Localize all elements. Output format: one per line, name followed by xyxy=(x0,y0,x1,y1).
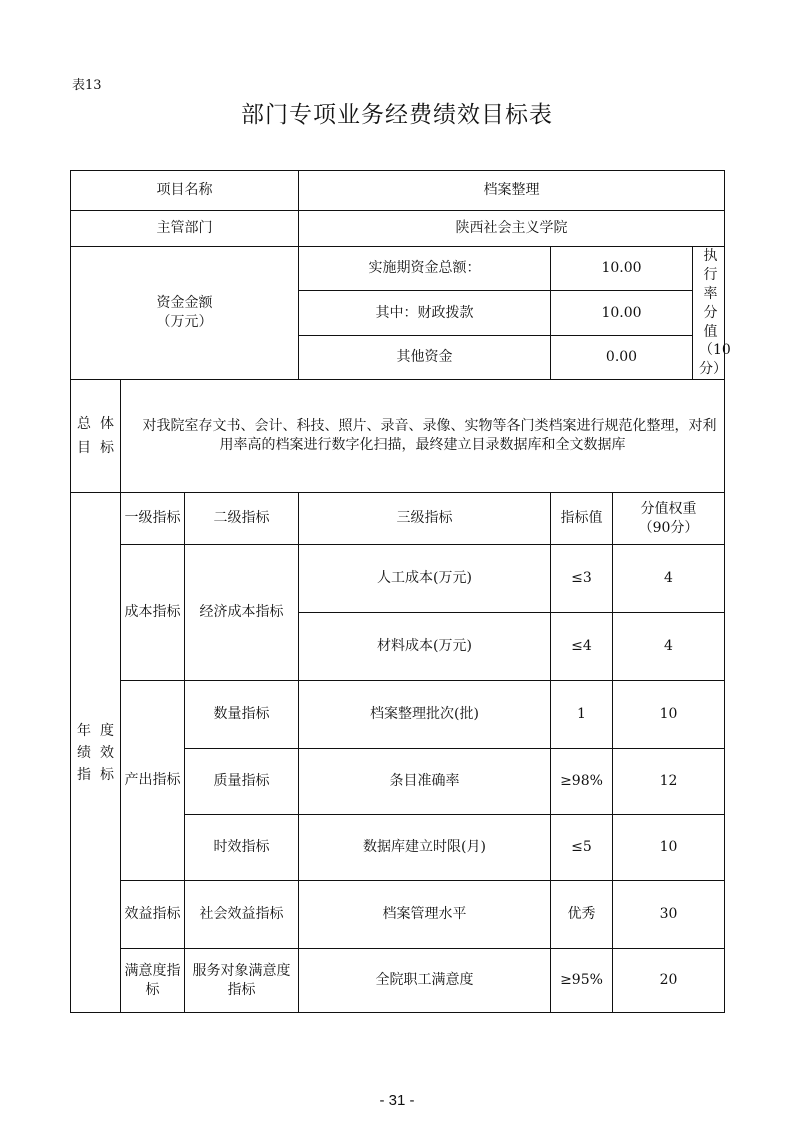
table-row-weight: 12 xyxy=(613,749,725,815)
header-level1: 一级指标 xyxy=(121,493,185,545)
execution-rate-label: 执行率分值（10分） xyxy=(693,247,725,380)
table-row-level2: 质量指标 xyxy=(185,749,299,815)
overall-goal-char: 体 xyxy=(100,416,114,433)
annual-label-char: 指 xyxy=(77,766,91,783)
fund-amount-label-line1: 资金金额 xyxy=(156,295,213,312)
table-row-weight: 4 xyxy=(613,613,725,681)
fund-amount-label xyxy=(71,247,299,380)
cost-level2: 经济成本指标 xyxy=(185,545,299,681)
annual-label-char: 度 xyxy=(100,722,114,739)
header-weight xyxy=(613,493,725,545)
page-title: 部门专项业务经费绩效目标表 xyxy=(241,102,553,128)
department-label: 主管部门 xyxy=(71,211,299,247)
table-row-indicator: 全院职工满意度 xyxy=(299,949,551,1013)
fiscal-funds-value: 10.00 xyxy=(551,291,693,335)
table-row-indicator: 人工成本(万元) xyxy=(299,545,551,613)
table-row-target: ≤3 xyxy=(551,545,613,613)
overall-goal-char: 总 xyxy=(77,416,91,433)
table-label: 表13 xyxy=(72,78,102,93)
table-row-target: 优秀 xyxy=(551,881,613,949)
table-row-weight: 30 xyxy=(613,881,725,949)
satisfaction-level1: 满意度指标 xyxy=(121,949,185,1013)
header-weight-line2: （90分） xyxy=(638,519,699,536)
annual-indicator-label xyxy=(71,493,121,1013)
table-row-indicator: 数据库建立时限(月) xyxy=(299,815,551,881)
table-row-weight: 10 xyxy=(613,815,725,881)
output-level1: 产出指标 xyxy=(121,681,185,881)
table-row-indicator: 条目准确率 xyxy=(299,749,551,815)
benefit-level2: 社会效益指标 xyxy=(185,881,299,949)
table-row-weight: 4 xyxy=(613,545,725,613)
overall-goal-char: 标 xyxy=(100,440,114,457)
overall-goal-char: 目 xyxy=(77,440,91,457)
table-row-level2: 时效指标 xyxy=(185,815,299,881)
page-number: - 31 - xyxy=(379,1092,415,1109)
table-row-target: ≥98% xyxy=(551,749,613,815)
table-row-level2: 数量指标 xyxy=(185,681,299,749)
header-target: 指标值 xyxy=(551,493,613,545)
table-row-weight: 20 xyxy=(613,949,725,1013)
performance-target-table xyxy=(70,170,731,1013)
table-row-indicator: 档案整理批次(批) xyxy=(299,681,551,749)
table-row-weight: 10 xyxy=(613,681,725,749)
annual-label-char: 标 xyxy=(100,766,114,783)
benefit-level1: 效益指标 xyxy=(121,881,185,949)
table-row-target: 1 xyxy=(551,681,613,749)
annual-label-char: 绩 xyxy=(77,744,91,761)
annual-label-char: 年 xyxy=(77,722,91,739)
table-row-indicator: 材料成本(万元) xyxy=(299,613,551,681)
table-row-target: ≥95% xyxy=(551,949,613,1013)
other-funds-label: 其他资金 xyxy=(299,335,551,379)
project-name-label: 项目名称 xyxy=(71,171,299,211)
header-level2: 二级指标 xyxy=(185,493,299,545)
table-row-target: ≤4 xyxy=(551,613,613,681)
fund-amount-label-line2: （万元） xyxy=(156,314,213,331)
table-row-target: ≤5 xyxy=(551,815,613,881)
total-funds-value: 10.00 xyxy=(551,247,693,291)
department-value: 陕西社会主义学院 xyxy=(299,211,725,247)
table-row-indicator: 档案管理水平 xyxy=(299,881,551,949)
other-funds-value: 0.00 xyxy=(551,335,693,379)
header-weight-line1: 分值权重 xyxy=(640,500,697,517)
fiscal-funds-label: 其中：财政拨款 xyxy=(299,291,551,335)
annual-label-char: 效 xyxy=(100,744,114,761)
satisfaction-level2: 服务对象满意度指标 xyxy=(185,949,299,1013)
header-level3: 三级指标 xyxy=(299,493,551,545)
project-name-value: 档案整理 xyxy=(299,171,725,211)
total-funds-label: 实施期资金总额： xyxy=(299,247,551,291)
cost-level1: 成本指标 xyxy=(121,545,185,681)
overall-goal-text: 对我院室存文书、会计、科技、照片、录音、录像、实物等各门类档案进行规范化整理，对利用率高的档案进行数字化扫描，最终建立目录数据库和全文数据库 xyxy=(121,380,725,493)
overall-goal-label xyxy=(71,380,121,493)
